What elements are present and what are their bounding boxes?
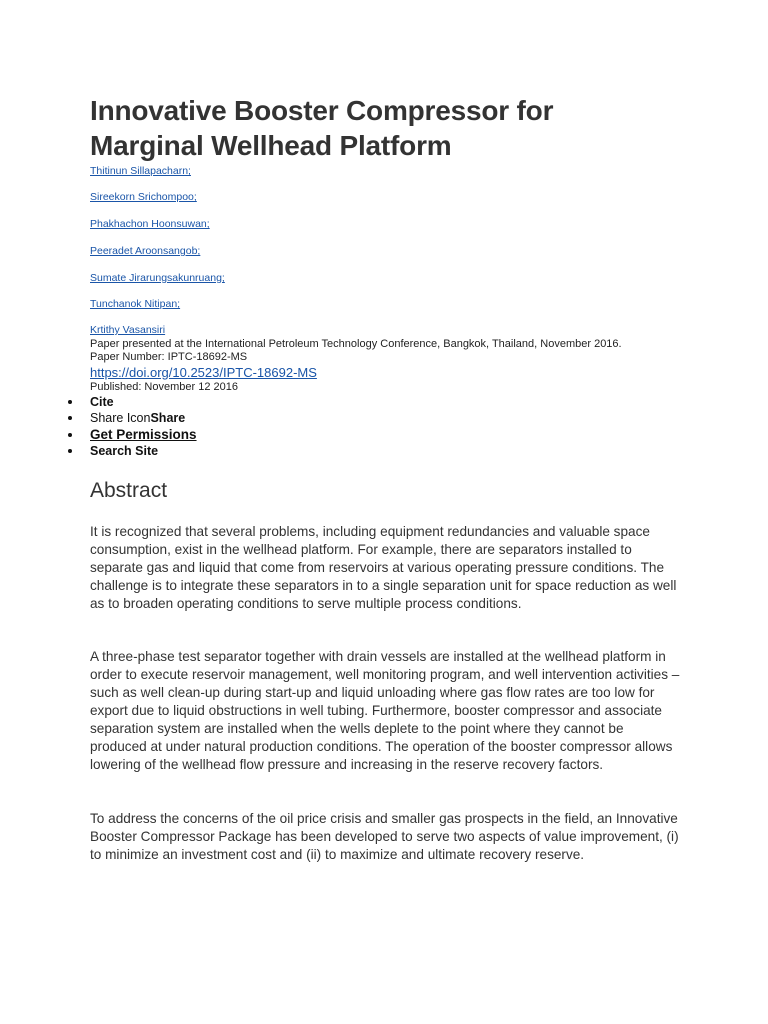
doi-link[interactable]: https://doi.org/10.2523/IPTC-18692-MS — [90, 365, 317, 380]
paper-number: Paper Number: IPTC-18692-MS — [90, 351, 248, 363]
share-label: Share — [150, 411, 186, 425]
abstract-paragraph: To address the concerns of the oil price crisis and smaller gas prospects in the field, an Innovative Booster Compressor Package has been developed to serve two aspects of value improvement, (i) to minimize an investment cost and (ii) to maximize and ultimate recovery reserve. — [90, 811, 679, 862]
author-link[interactable]: Tunchanok Nitipan; — [90, 298, 181, 310]
abstract-paragraph: A three-phase test separator together with drain vessels are installed at the wellhead platform in order to execute reservoir management, well monitoring program, and well intervention activities – such as well clean-up during start-up and liquid unloading where gas flow rates are too low for export due to liquid obstructions in well tubing. Furthermore, booster compressor and associate separation system are installed when the wells deplete to the point where they cannot be produced at under natural production conditions. The operation of the booster compressor allows lowering of the wellhead flow pressure and increasing in the reserve recovery factors. — [90, 649, 680, 772]
author-link[interactable]: Sumate Jirarungsakunruang; — [90, 272, 225, 284]
conference-note: Paper presented at the International Petroleum Technology Conference, Bangkok, Thailand, November 2016. — [90, 338, 622, 350]
author-link[interactable]: Sireekorn Srichompoo; — [90, 191, 197, 203]
bullet-icon — [68, 449, 72, 453]
abstract-heading: Abstract — [90, 479, 168, 502]
author-link[interactable]: Phakhachon Hoonsuwan; — [90, 218, 210, 230]
bullet-icon — [68, 400, 72, 404]
article-title: Innovative Booster Compressor for Marginal Wellhead Platform — [90, 95, 554, 161]
share-button[interactable] — [90, 410, 185, 426]
search-site-button[interactable] — [90, 443, 158, 459]
bullet-icon — [68, 416, 72, 420]
share-icon: Share Icon — [90, 411, 151, 425]
cite-button[interactable] — [90, 394, 114, 410]
author-link[interactable]: Krtithy Vasansiri — [90, 324, 166, 336]
abstract-paragraph: It is recognized that several problems, including equipment redundancies and valuable space consumption, exist in the wellhead platform. For example, there are separators installed to separate gas and liquid that come from reservoirs at various operating pressure conditions. The challenge is to integrate these separators in to a single separation unit for space reduction as well as to broaden operating conditions to serve multiple process conditions. — [90, 524, 677, 611]
get-permissions-link[interactable] — [90, 427, 197, 443]
author-link[interactable]: Thitinun Sillapacharn; — [90, 165, 191, 177]
get-permissions-label: Get Permissions — [90, 427, 197, 442]
published-date: Published: November 12 2016 — [90, 381, 238, 393]
bullet-icon — [68, 433, 72, 437]
search-site-label: Search Site — [90, 444, 159, 458]
author-link[interactable]: Peeradet Aroonsangob; — [90, 245, 201, 257]
cite-label: Cite — [90, 395, 114, 409]
